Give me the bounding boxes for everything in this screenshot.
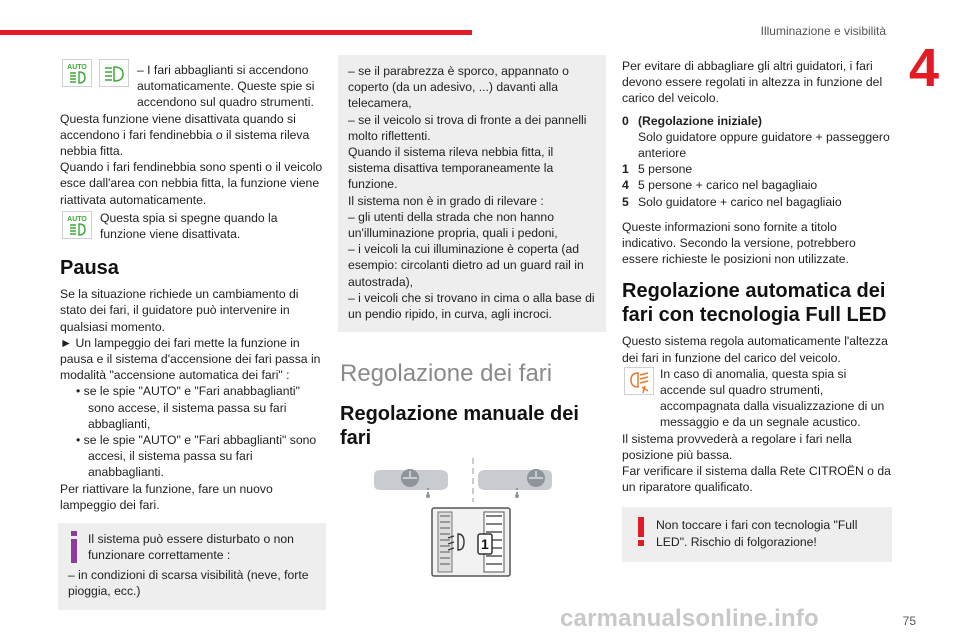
- info-icon: [68, 531, 80, 567]
- fog-deactivation-text: Questa funzione viene disattivata quando si accendono i fari fendinebbia o il sistema rileva nebbia fitta.: [60, 111, 310, 159]
- limit-text-2: – se il veicolo si trova di fronte a dei pannelli molto riflettenti.: [348, 112, 587, 143]
- position-row-0: [622, 113, 892, 129]
- full-led-text-3: Il sistema provvederà a regolare i fari nella posizione più bassa.: [622, 431, 852, 462]
- adjust-intro-text: Per evitare di abbagliare gli altri guidatori, i fari devono essere regolati in altezza in funzione del carico del veicolo.: [622, 59, 883, 106]
- info-text-2: – in condizioni di scarsa visibilità (neve, forte pioggia, ecc.): [68, 568, 309, 599]
- position-row-4: [622, 177, 892, 193]
- position-num: [622, 129, 634, 161]
- info-box-continued: [338, 55, 606, 332]
- auto-label-2: AUTO: [67, 215, 87, 223]
- pause-bullet-1: • se le spie "AUTO" e "Fari anabbaglianti" sono accese, il sistema passa su fari abbaglianti,: [76, 384, 300, 431]
- pause-text-1: Se la situazione richiede un cambiamento di stato dei fari, il guidatore può intervenire in qualsiasi momento.: [60, 287, 299, 334]
- auto-highbeam-row: [60, 58, 326, 111]
- position-row-1: [622, 161, 892, 177]
- info-text-1: Il sistema può essere disturbato o non funzionare correttamente :: [88, 532, 294, 563]
- chapter-number: 4: [908, 38, 940, 98]
- limit-text-7: – i veicoli che si trovano in cima o alla base di un pendio ripido, in curva, agli incroci.: [348, 290, 595, 322]
- limit-text-5: – gli utenti della strada che non hanno un'illuminazione propria, quali i pedoni,: [348, 209, 558, 241]
- manual-adjust-heading: Regolazione manuale dei fari: [340, 403, 579, 450]
- limit-text-6: – i veicoli la cui illuminazione è coperta (ad esempio: circolanti dietro ad un guard rail in autostrada),: [348, 242, 584, 289]
- headlamp-height-dial: [432, 508, 510, 576]
- headlamp-levelling-fault-icon: [622, 366, 656, 396]
- full-led-text-2: In caso di anomalia, questa spia si accende sul quadro strumenti, accompagnata dalla visualizzazione di un messaggio e da un segnale acustico.: [660, 366, 885, 430]
- dial-label-1: 1: [481, 536, 489, 553]
- limit-text-4: Il sistema non è in grado di rilevare :: [348, 193, 544, 208]
- headlamp-adjust-heading: Regolazione dei fari: [340, 360, 553, 388]
- info-box: [58, 523, 326, 610]
- column-3: [622, 58, 892, 562]
- pause-bullet-2: • se le spie "AUTO" e "Fari abbaglianti" sono accesi, il sistema passa su fari anabbaglianti.: [76, 433, 317, 480]
- position-num: 4: [622, 178, 629, 193]
- vehicle-left-illustration: [374, 469, 448, 498]
- warning-text: Non toccare i fari con tecnologia "Full LED". Rischio di folgorazione!: [656, 518, 858, 549]
- auto-highbeam-text: – I fari abbaglianti si accendono automaticamente. Queste spie si accendono sul quadro strumenti.: [137, 63, 315, 110]
- auto-highbeam-icon: [60, 58, 94, 88]
- vehicle-right-illustration: [478, 469, 552, 498]
- position-text: 5 persone: [638, 162, 693, 177]
- position-num: 5: [622, 194, 629, 209]
- position-row-5: [622, 194, 892, 210]
- headlamp-illustration: [340, 456, 606, 586]
- auto-off-row: [60, 210, 326, 242]
- position-row-0-detail: [622, 129, 892, 161]
- auto-label: AUTO: [67, 64, 87, 71]
- pause-text-3: Per riattivare la funzione, fare un nuovo lampeggio dei fari.: [60, 481, 273, 512]
- position-num: 0: [622, 113, 629, 128]
- indicative-note: Queste informazioni sono fornite a titolo indicativo. Secondo la versione, potrebbero essere richieste le posizioni non utilizzate.: [622, 219, 856, 267]
- section-title: Illuminazione e visibilità: [760, 24, 886, 38]
- position-text: (Regolazione iniziale): [638, 113, 762, 128]
- pause-heading: Pausa: [60, 257, 119, 280]
- full-led-text-4: Far verificare il sistema dalla Rete CITROËN o da un riparatore qualificato.: [622, 464, 891, 495]
- header-accent-bar: [0, 30, 472, 35]
- fog-reactivation-text: Quando i fari fendinebbia sono spenti o il veicolo esce dall'area con nebbia fitta, la funzione viene riattivata automaticamente.: [60, 160, 323, 207]
- auto-lights-off-icon: [60, 210, 94, 240]
- page-number: 75: [902, 614, 916, 628]
- load-positions-list: [622, 113, 892, 210]
- full-led-fault-row: [622, 366, 892, 431]
- auto-off-text: Questa spia si spegne quando la funzione viene disattivata.: [100, 210, 278, 242]
- watermark: carmanualsonline.info: [560, 605, 819, 632]
- full-led-text-1: Questo sistema regola automaticamente l'altezza dei fari in funzione del carico del veicolo.: [622, 334, 888, 365]
- column-1: [60, 58, 326, 610]
- limit-text-3: Quando il sistema rileva nebbia fitta, il sistema disattiva temporaneamente la funzione.: [348, 145, 554, 192]
- pause-text-2: ► Un lampeggio dei fari mette la funzione in pausa e il sistema d'accensione dei fari passa in modalità "accensione automatica dei fari" :: [60, 335, 321, 383]
- position-text: Solo guidatore oppure guidatore + passeggero anteriore: [638, 129, 890, 161]
- position-num: 1: [622, 162, 629, 177]
- warning-box: [622, 507, 892, 561]
- column-2: [340, 55, 606, 586]
- position-text: Solo guidatore + carico nel bagagliaio: [638, 194, 842, 209]
- limit-text-1: – se il parabrezza è sporco, appannato o coperto (da un adesivo, ...) davanti alla telecamera,: [348, 64, 569, 111]
- warning-icon: [634, 517, 648, 551]
- full-led-heading: Regolazione automatica dei fari con tecnologia Full LED: [622, 280, 887, 327]
- position-text: 5 persone + carico nel bagagliaio: [638, 178, 818, 193]
- highbeam-icon: [97, 58, 131, 88]
